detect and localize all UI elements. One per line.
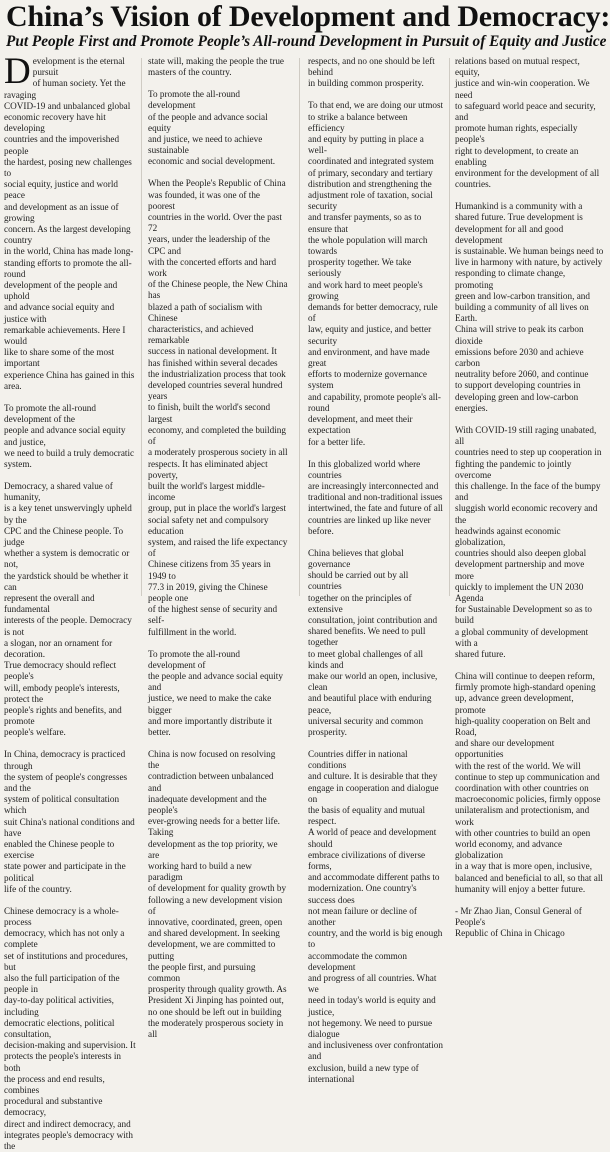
paragraph: To that end, we are doing our utmost to strike a balance between efficiency and equity by putting in place a well- coordinated and integrated system of primary, secondary and tertiary distribution and strengthening the adjustment role of taxation, social security and transfer payments, so as to ensure that the whole population will march towards prosperity together. We take seriously and work hard to meet people's growing demands for better democracy, rule of law, equity and justice, and better security and environment, and have made great efforts to modernize governance system and capability, promote people's all-round development, and meet their expectation for a better life. (308, 100, 444, 447)
paragraph: To promote the all-round development of the people and advance social equity and justice, we need to achieve sustainable economic and social development. (148, 89, 276, 167)
paragraph: Chinese democracy is a whole-process democracy, which has not only a complete set of institutions and procedures, but also the full participation of the people in day-to-day political activities, including democratic elections, political consultation, decision-making and supervision. It protects the people's interests in both the process and end results, combines procedural and substantive democracy, direct and indirect democracy, and integrates people's democracy with the (4, 905, 136, 1152)
column-divider (299, 58, 300, 596)
headline: China’s Vision of Development and Democracy: (6, 0, 610, 33)
paragraph: To promote the all-round development of the people and advance social equity and justice, we need to make the cake bigger and more importantly distribute it better. (148, 648, 283, 737)
paragraph: To promote the all-round development of the people and advance social equity and justice, we need to build a truly democratic system. (4, 402, 135, 469)
paragraph: China is now focused on resolving the contradiction between unbalanced and inadequate development and the people's ever-growing needs for a better life. Taking development as the top priority, we are working hard to build a new paradigm of development for quality growth by following a new development vision of innovative, coordinated, green, open and shared development. In seeking development, we are committed to putting the people first, and pursuing common prosperity through quality growth. As President Xi Jinping has pointed out, no one should be left out in building the moderately prosperous society in all (148, 748, 287, 1040)
article-column-3 (308, 56, 444, 1084)
subheadline: Put People First and Promote People’s All-round Development in Pursuit of Equity and Justice (6, 33, 607, 50)
paragraph: In this globalized world where countries are increasingly interconnected and traditional and non-traditional issues intertwined, the fate and future of all countries are linked up like never before. (308, 458, 443, 536)
article-column-2 (148, 56, 288, 1040)
paragraph: Development is the eternal pursuit of human society. Yet the ravaging COVID-19 and unbalanced global economic recovery have hit developing countries and the impoverished people the hardest, posing new challenges to social equity, justice and world peace and development as an issue of growing concern. As the largest developing country in the world, China has made long- standing efforts to promote the all-round development of the people and uphold and advance social equity and justice with remarkable achievements. Here I would like to share some of the most important experience China has gained in this area. (4, 51, 135, 391)
author-signature: - Mr Zhao Jian, Consul General of People's Republic of China in Chicago (455, 905, 582, 939)
paragraph: China believes that global governance should be carried out by all countries together on the principles of extensive consultation, joint contribution and shared benefits. We need to pull together to meet global challenges of all kinds and make our world an open, inclusive, clean and beautiful place with enduring peace, universal security and common prosperity. (308, 547, 438, 737)
paragraph: state will, making the people the true masters of the country. (148, 56, 284, 78)
paragraph: With COVID-19 still raging unabated, all countries need to step up cooperation in fighting the pandemic to jointly overcome this challenge. In the face of the bumpy and sluggish world economic recovery and the headwinds against economic globalization, countries should also deepen global development partnership and move more quickly to implement the UN 2030 Agenda for Sustainable Development so as to build a global community of development with a shared future. (455, 424, 602, 659)
paragraph: China will continue to deepen reform, firmly promote high-standard opening up, advance green development, promote high-quality cooperation on Belt and Road, and share our development opportunities with the rest of the world. We will continue to step up communication and coordination with other countries on macroeconomic policies, firmly oppose unilateralism and protectionism, and work with other countries to build an open world economy, and advance globalization in a way that is more open, inclusive, balanced and beneficial to all, so that all humanity will enjoy a better future. (455, 670, 603, 894)
paragraph: In China, democracy is practiced through the system of people's congresses and the system of political consultation which suit China's national conditions and have enabled the Chinese people to exercise state power and participate in the political life of the country. (4, 749, 135, 894)
article-column-4 (455, 56, 605, 939)
paragraph: Humankind is a community with a shared future. True development is development for all and good development is sustainable. We human beings need to live in harmony with nature, by actively responding to climate change, promoting green and low-carbon transition, and building a community of all lives on Earth. China will strive to peak its carbon dioxide emissions before 2030 and achieve carbon neutrality before 2060, and continue to support developing countries in developing green and low-carbon energies. (455, 201, 604, 413)
article-column-1 (4, 51, 137, 1152)
column-divider (141, 58, 142, 596)
paragraph: respects, and no one should be left behind in building common prosperity. (308, 56, 435, 89)
drop-cap: D (4, 51, 31, 92)
paragraph: When the People's Republic of China was founded, it was one of the poorest countries in the world. Over the past 72 years, under the leadership of the CPC and with the concerted efforts and hard work of the Chinese people, the New China has blazed a path of socialism with Chinese characteristics, and achieved remarkable success in national development. It has finished within several decades the industrialization process that took developed countries several hundred years to finish, built the world's second largest economy, and completed the building of a moderately prosperous society in all respects. It has eliminated abject poverty, built the world's largest middle-income group, put in place the world's largest social safety net and compulsory education system, and raised the life expectancy of Chinese citizens from 35 years in 1949 to 77.3 in 2019, giving the Chinese people one of the highest sense of security and self- fulfillment in the world. (148, 178, 288, 637)
paragraph: Countries differ in national conditions and culture. It is desirable that they engage in cooperation and dialogue on the basis of equality and mutual respect. A world of peace and development should embrace civilizations of diverse forms, and accommodate different paths to modernization. One country's success does not mean failure or decline of another country, and the world is big enough to accommodate the common development and progress of all countries. What we need in today's world is equity and justice, not hegemony. We need to pursue dialogue and inclusiveness over confrontation and exclusion, build a new type of international (308, 748, 443, 1084)
paragraph: relations based on mutual respect, equity, justice and win-win cooperation. We need to safeguard world peace and security, and promote human rights, especially people's right to development, to create an enabling environment for the development of all countries. (455, 56, 600, 190)
column-divider (449, 58, 450, 596)
paragraph: Democracy, a shared value of humanity, is a key tenet unswervingly upheld by the CPC and the Chinese people. To judge whether a system is democratic or not, the yardstick should be whether it can represent the overall and fundamental interests of the people. Democracy is not a slogan, nor an ornament for decoration. True democracy should reflect people's will, embody people's interests, protect the people's rights and benefits, and promote people's welfare. (4, 480, 132, 738)
